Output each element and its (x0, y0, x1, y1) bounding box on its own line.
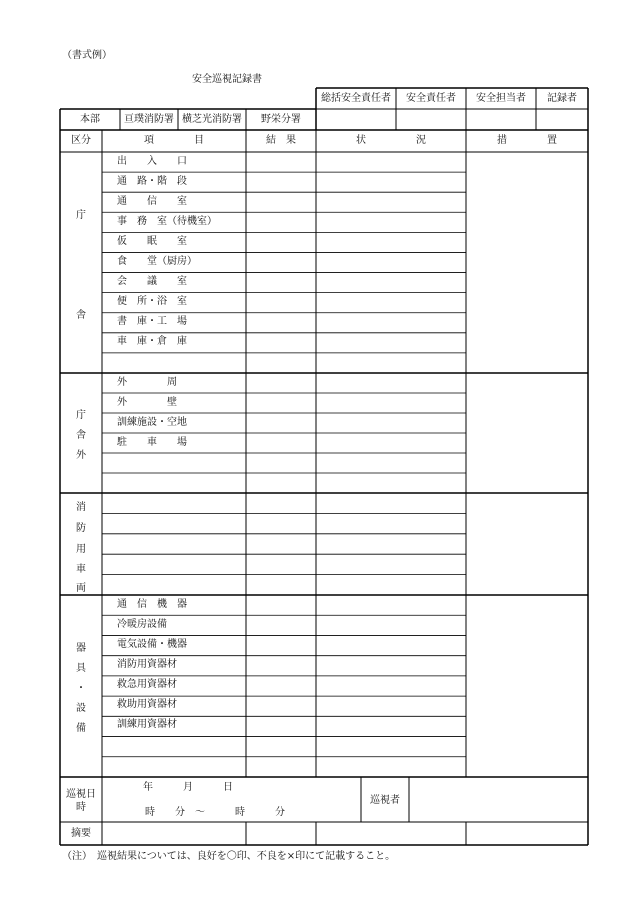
column-item: 項 目 (144, 135, 204, 146)
department-headquarters: 本部 (80, 114, 100, 125)
column-measures: 措 置 (497, 135, 557, 146)
item-training-materials: 訓練用資器材 (117, 719, 177, 730)
form-example-label: （書式例） (62, 50, 112, 61)
patrol-datetime-label-2: 時 (76, 802, 86, 813)
section-label-char: 用 (76, 544, 86, 555)
section-label-char: 具 (76, 663, 86, 674)
section-label-char: 器 (76, 643, 86, 654)
section-label-char: 消 (76, 502, 86, 513)
department-branch: 野栄分署 (261, 114, 301, 125)
section-label-char: ・ (76, 683, 86, 694)
item-outer-wall: 外 壁 (117, 397, 177, 408)
item-firefighting-materials: 消防用資器材 (117, 659, 177, 670)
signature-safety-officer: 安全担当者 (476, 93, 526, 104)
section-label-char: 防 (76, 523, 86, 534)
item-communication-equipment: 通 信 機 器 (117, 599, 187, 610)
column-status: 状 況 (356, 135, 426, 146)
section-label-char: 備 (76, 723, 86, 734)
section-label-char: 庁 (76, 410, 86, 421)
section-label-char: 庁 (76, 210, 86, 221)
section-label-char: 舎 (76, 430, 86, 441)
section-label-char: 舎 (76, 310, 86, 321)
department-station-2: 横芝光消防署 (182, 114, 242, 125)
item-training-facility: 訓練施設・空地 (117, 417, 187, 428)
item-entrance: 出 入 口 (117, 156, 187, 167)
footnote: （注） 巡視結果については、良好を〇印、不良を×印にて記載すること。 (62, 851, 396, 862)
patrol-datetime-label: 巡視日 (66, 789, 96, 800)
item-passage-stairs: 通 路・階 段 (117, 176, 187, 187)
patrol-time-field: 時 分 ～ 時 分 (145, 807, 285, 818)
item-toilet-bath: 便 所・浴 室 (117, 296, 187, 307)
item-emergency-materials: 救急用資器材 (117, 679, 177, 690)
signature-recorder: 記録者 (547, 93, 577, 104)
signature-general-safety-manager: 総括安全責任者 (321, 93, 391, 104)
remarks-label: 摘要 (71, 828, 91, 839)
section-label-char: 設 (76, 703, 86, 714)
item-library-workshop: 書 庫・工 場 (117, 316, 187, 327)
item-electrical: 電気設備・機器 (117, 639, 187, 650)
item-hvac: 冷暖房設備 (117, 619, 167, 630)
item-parking: 駐 車 場 (117, 437, 187, 448)
department-station-1: 亘璞消防署 (124, 114, 174, 125)
item-perimeter: 外 周 (117, 377, 177, 388)
section-label-char: 両 (76, 583, 86, 594)
item-office: 事 務 室（待機室） (117, 216, 217, 227)
column-result: 結 果 (266, 135, 296, 146)
item-nap-room: 仮 眠 室 (117, 236, 187, 247)
column-category: 区分 (71, 135, 91, 146)
section-label-char: 外 (76, 450, 86, 461)
patroller-label: 巡視者 (370, 795, 400, 806)
signature-safety-manager: 安全責任者 (406, 93, 456, 104)
item-garage-warehouse: 車 庫・倉 庫 (117, 336, 187, 347)
item-dining-hall: 食 堂（厨房） (117, 256, 197, 267)
item-communication-room: 通 信 室 (117, 196, 187, 207)
item-meeting-room: 会 議 室 (117, 276, 187, 287)
document-title: 安全巡視記録書 (192, 74, 262, 85)
item-rescue-materials: 救助用資器材 (117, 699, 177, 710)
section-label-char: 車 (76, 564, 86, 575)
patrol-date-field: 年 月 日 (143, 782, 233, 793)
